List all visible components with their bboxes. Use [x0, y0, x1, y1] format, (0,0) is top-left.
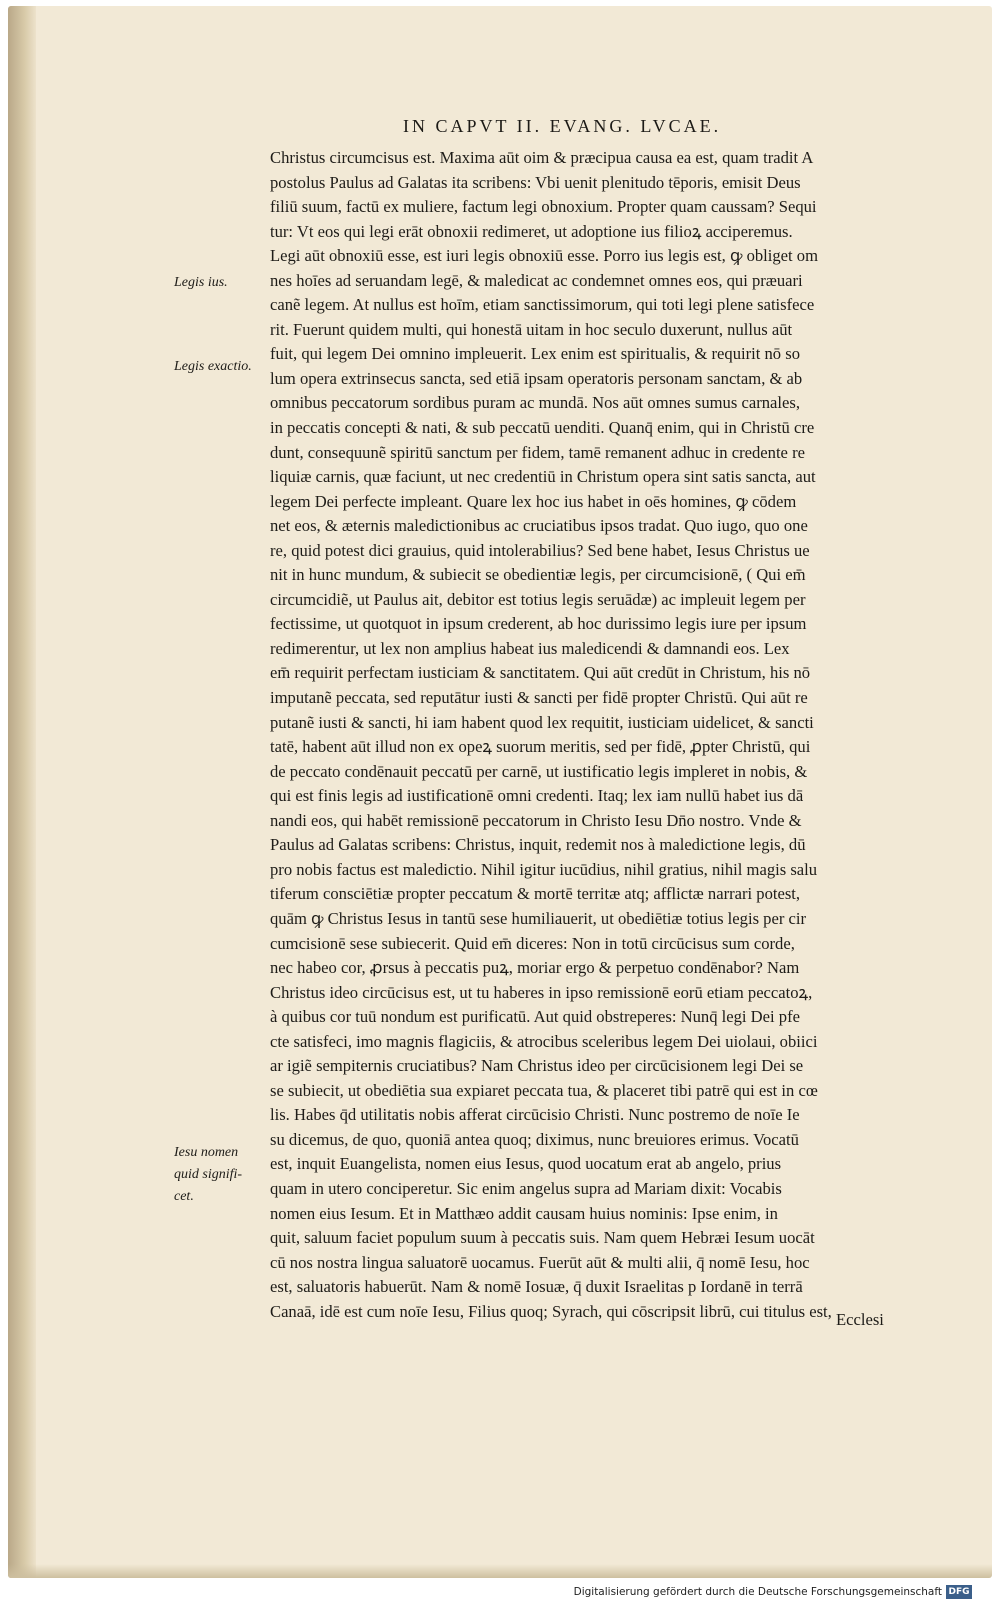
text-line: postolus Paulus ad Galatas ita scribens: Vbi uenit plenitudo tēporis, emisit Deus [270, 172, 801, 192]
text-line: lum opera extrinsecus sancta, sed etiā ipsam operatoris personam sanctam, & ab [270, 368, 803, 388]
dfg-logo: DFG [946, 1585, 972, 1599]
text-line: em̄ requirit perfectam iusticiam & sanctitatem. Qui aūt credūt in Christum, his nō [270, 663, 811, 683]
text-line: nes hoīes ad seruandam legē, & maledicat ac condemnet omnes eos, qui præuari [270, 270, 803, 290]
text-line: quam in utero conciperetur. Sic enim angelus supra ad Mariam dixit: Vocabis [270, 1178, 782, 1198]
text-line: canẽ legem. At nullus est hoīm, etiam sanctissimorum, qui toti legi plene satisfece [270, 295, 815, 315]
text-line: liquiæ carnis, quæ faciunt, ut nec credentiū in Christum opera sint satis sancta, aut [270, 467, 816, 487]
text-line: net eos, & æternis maledictionibus ac cruciatibus ipsos tradat. Quo iugo, quo one [270, 516, 808, 536]
text-line: pro nobis factus est maledictio. Nihil igitur iucūdius, nihil gratius, nihil magis salu [270, 859, 818, 879]
text-line: in peccatis concepti & nati, & sub peccatū uenditi. Quanq̄ enim, qui in Christū cre [270, 418, 815, 438]
text-line: putanẽ iusti & sancti, hi iam habent quod lex requitit, iusticiam uidelicet, & sancti [270, 712, 814, 732]
text-line: fectissime, ut quotquot in ipsum crederent, ab hoc durissimo legis iure per ipsum [270, 614, 807, 634]
text-line: fuit, qui legem Dei omnino impleuerit. Lex enim est spiritualis, & requirit nō so [270, 344, 800, 364]
text-line: imputanẽ peccata, sed reputātur iusti & sancti per fidē propter Christū. Qui aūt re [270, 688, 808, 708]
margin-note-legis-ius: Legis ius. [174, 275, 228, 290]
text-line: cumcisionē sese subiecerit. Quid em̄ diceres: Non in totū circūcisus sum corde, [270, 933, 795, 953]
text-line: filiū suum, factū ex muliere, factum legi obnoxium. Propter quam caussam? Sequi [270, 197, 817, 217]
text-line: tur: Vt eos qui legi erāt obnoxii redimeret, ut adoptione ius filioꝝ acciperemus. [270, 221, 793, 241]
text-line: Christus ideo circūcisus est, ut tu haberes in ipso remissionē eorū etiam peccatoꝝ, [270, 982, 813, 1002]
running-head: IN CAPVT II. EVANG. LVCAE. [403, 116, 722, 136]
text-line: cte satisfeci, imo magnis flagiciis, & atrocibus sceleribus legem Dei uiolaui, obiici [270, 1031, 818, 1051]
text-line: nandi eos, qui habēt remissionē peccatorum in Christo Iesu Dn̄o nostro. Vnde & [270, 810, 802, 830]
text-line: ar igiẽ sempiternis cruciatibus? Nam Christus ideo per circūcisionem legi Dei se [270, 1056, 804, 1076]
text-line: Christus circumcisus est. Maxima aūt oim & præcipua causa ea est, quam tradit A [270, 148, 814, 167]
body-text [270, 146, 930, 1324]
book-page [8, 6, 992, 1578]
text-line: re, quid potest dici grauius, quid intolerabilius? Sed bene habet, Iesus Christus ue [270, 540, 810, 560]
footer-bar [0, 1583, 1000, 1603]
text-line: quit, saluum faciet populum suum à peccatis suis. Nam quem Hebræi Iesum uocāt [270, 1228, 815, 1248]
text-line: legem Dei perfecte impleant. Quare lex hoc ius habet in oēs homines, ꝙ cōdem [270, 491, 797, 511]
text-line: Paulus ad Galatas scribens: Christus, inquit, redemit nos à maledictione legis, dū [270, 835, 806, 855]
margin-note-line: Iesu nomen [174, 1145, 239, 1160]
text-line: Canaā, idē est cum noīe Iesu, Filius quoq; Syrach, qui cōscripsit librū, cui titulus est, [270, 1301, 832, 1321]
text-line: circumcidiẽ, ut Paulus ait, debitor est totius legis seruādæ) ac impleuit legem per [270, 589, 806, 609]
text-line: est, inquit Euangelista, nomen eius Iesus, quod uocatum erat ab angelo, prius [270, 1154, 782, 1174]
text-line: quām ꝙ Christus Iesus in tantū sese humiliauerit, ut obediētiæ totius legis per cir [270, 908, 807, 928]
text-line: est, saluatoris habuerūt. Nam & nomē Iosuæ, q̄ duxit Israelitas p Iordanē in terrā [270, 1277, 803, 1297]
page-shadow [8, 1564, 992, 1578]
text-line: se subiecit, ut obediētia sua expiaret peccata tua, & placeret tibi patrē qui est in cœ [270, 1080, 818, 1100]
margin-note-line: cet. [174, 1189, 194, 1204]
text-line: à quibus cor tuū nondum est purificatū. Aut quid obstreperes: Nunq̄ legi Dei pfe [270, 1007, 800, 1027]
funding-notice: Digitalisierung gefördert durch die Deutsche Forschungsgemeinschaft [573, 1586, 942, 1598]
text-line: nomen eius Iesum. Et in Matthæo addit causam huius nominis: Ipse enim, in [270, 1203, 778, 1223]
margin-note-legis-exactio: Legis exactio. [174, 359, 252, 374]
text-line: tiferum consciētiæ propter peccatum & mortē territæ atq; afflictæ narrari potest, [270, 884, 801, 904]
catchword: Ecclesi [836, 1310, 884, 1329]
text-line: redimerentur, ut lex non amplius habeat ius maledicendi & damnandi eos. Lex [270, 638, 790, 658]
text-line: de peccato condēnauit peccatū per carnē, ut iustificatio legis impleret in nobis, & [270, 761, 808, 781]
text-line: Legi aūt obnoxiū esse, est iuri legis obnoxiū esse. Porro ius legis est, ꝙ obliget om [270, 246, 819, 266]
page-edge-binding [8, 6, 36, 1578]
text-line: rit. Fuerunt quidem multi, qui honestā uitam in hoc seculo duxerunt, nullus aūt [270, 319, 793, 339]
text-line: qui est finis legis ad iustificationē omni credenti. Itaq; lex iam nullū habet ius dā [270, 786, 804, 806]
text-line: nec habeo cor, ꝓrsus à peccatis puꝝ, moriar ergo & perpetuo condēnabor? Nam [270, 958, 800, 978]
text-line: cū nos nostra lingua saluatorē uocamus. Fuerūt aūt & multi alii, q̄ nomē Iesu, hoc [270, 1252, 810, 1272]
text-line: dunt, consequunẽ spiritū sanctum per fidem, tamē remanent adhuc in credente re [270, 442, 805, 462]
margin-note-line: quid signifi- [174, 1167, 243, 1182]
margin-note-iesu-nomen [174, 1142, 242, 1208]
text-line: su dicemus, de quo, quoniā antea quoq; diximus, nunc breuiores erimus. Vocatū [270, 1129, 799, 1149]
text-line: nit in hunc mundum, & subiecit se obedientiæ legis, per circumcisionē, ( Qui em̄ [270, 565, 806, 585]
text-line: tatē, habent aūt illud non ex opeꝝ suorum meritis, sed per fidē, ꝓpter Christū, qui [270, 737, 811, 757]
text-line: lis. Habes q̄d utilitatis nobis afferat circūcisio Christi. Nunc postremo de noīe Ie [270, 1105, 800, 1125]
text-line: omnibus peccatorum sordibus puram ac mundā. Nos aūt omnes sumus carnales, [270, 393, 800, 413]
